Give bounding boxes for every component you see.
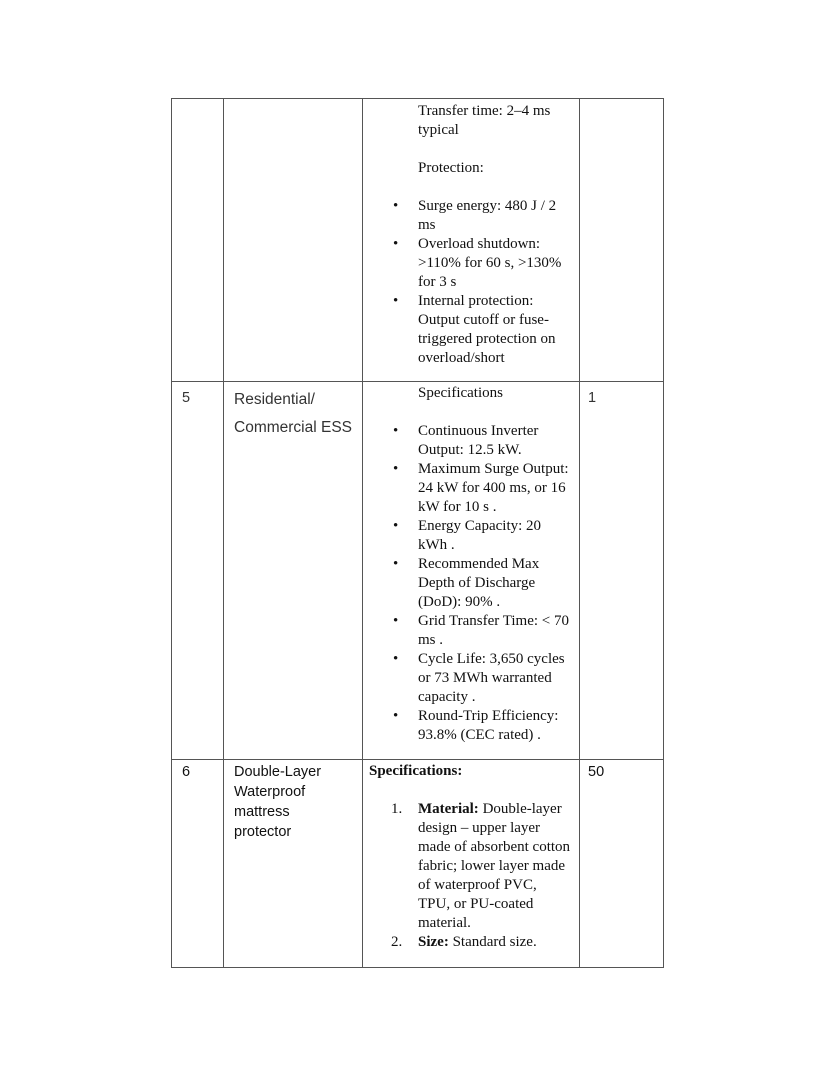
item-name-line: Commercial ESS (234, 419, 352, 436)
item-name-line: Waterproof (234, 784, 306, 800)
quantity-cell (580, 99, 664, 382)
description-cell (363, 99, 580, 382)
table-row (172, 760, 664, 968)
quantity-cell (580, 382, 664, 760)
list-item: • Continuous Inverter Output: 12.5 kW. (393, 423, 539, 458)
item-name-line: Residential/ (234, 391, 315, 408)
list-item: • Surge energy: 480 J / 2 ms (393, 198, 557, 233)
quantity-cell (580, 760, 664, 968)
row-number: 5 (182, 390, 191, 406)
item-name-cell (224, 760, 363, 968)
list-item: • Energy Capacity: 20 kWh . (393, 518, 542, 553)
item-name-line: Double-Layer (234, 764, 322, 780)
list-item: 2. Size: Standard size. (391, 934, 537, 950)
specification-table (171, 98, 664, 968)
list-item: 1. Material: Double-layer design – upper layer made of absorbent cotton fabric; lower layer made of waterproof PVC, TPU, or PU-coated material. (391, 801, 571, 931)
quantity-value: 1 (588, 390, 597, 406)
list-item: • Internal protection: Output cutoff or fuse-triggered protection on overload/short (393, 293, 556, 366)
item-name-line: protector (234, 824, 292, 840)
specifications-heading: Specifications (418, 385, 503, 401)
list-item: • Maximum Surge Output: 24 kW for 400 ms, or 16 kW for 10 s . (393, 461, 569, 515)
transfer-time-text: Transfer time: 2–4 ms typical (418, 103, 551, 138)
description-cell (363, 382, 580, 760)
item-name-cell (224, 99, 363, 382)
item-name-line: mattress (234, 804, 290, 820)
protection-list (369, 197, 571, 368)
specifications-numbered-list (369, 800, 571, 952)
description-cell (363, 760, 580, 968)
row-number-cell (172, 99, 224, 382)
item-name-cell (224, 382, 363, 760)
list-item: • Recommended Max Depth of Discharge (DoD): 90% . (393, 556, 540, 610)
protection-heading: Protection: (418, 160, 484, 176)
quantity-value: 50 (588, 764, 605, 780)
list-item: • Overload shutdown: >110% for 60 s, >130% for 3 s (393, 236, 562, 290)
list-item: • Grid Transfer Time: < 70 ms . (393, 613, 569, 648)
row-number: 6 (182, 764, 191, 780)
specifications-list (369, 422, 571, 745)
list-item: • Round-Trip Efficiency: 93.8% (CEC rated) . (393, 708, 559, 743)
row-number-cell (172, 760, 224, 968)
table-row (172, 99, 664, 382)
specifications-heading: Specifications: (369, 763, 463, 779)
row-number-cell (172, 382, 224, 760)
list-item: • Cycle Life: 3,650 cycles or 73 MWh warranted capacity . (393, 651, 565, 705)
table-row (172, 382, 664, 760)
